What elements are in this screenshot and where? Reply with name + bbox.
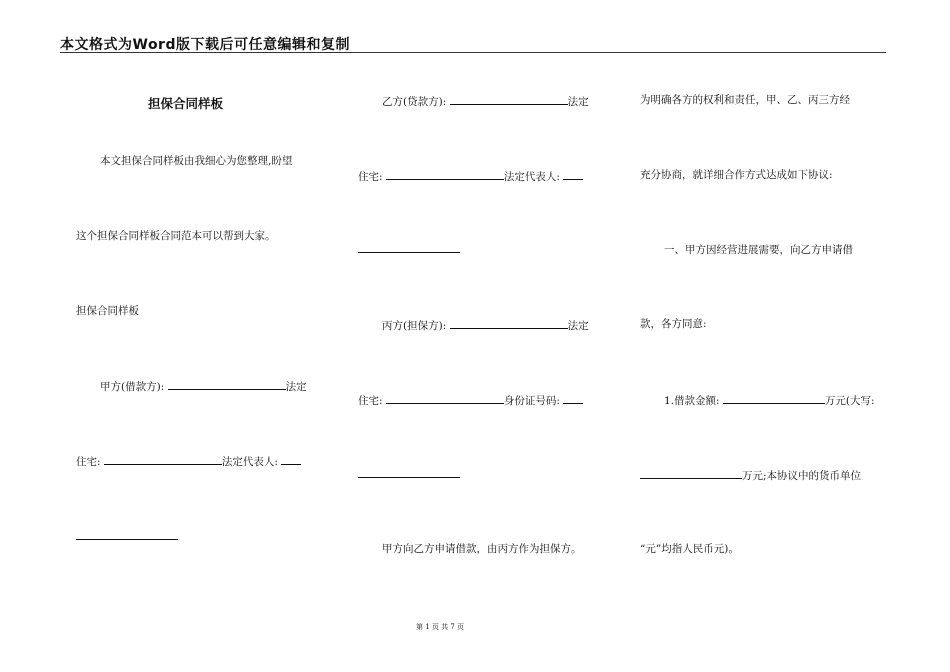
- party-c-line: [382, 317, 589, 333]
- party-c-id-blank: [563, 392, 583, 404]
- clause-line-4: 款，各方同意:: [640, 318, 707, 330]
- clause-line-2: 充分协商，就详细合作方式达成如下协议:: [640, 169, 833, 181]
- party-c-label: 丙方(担保方):: [382, 320, 447, 332]
- clause-line-1: 为明确各方的权利和责任，甲、乙、丙三方经: [640, 94, 850, 106]
- party-b-address-label: 住宅:: [358, 171, 383, 183]
- party-c-blank: [450, 317, 568, 329]
- loan-amount-line: [664, 392, 875, 408]
- party-a-address-label: 住宅:: [76, 456, 101, 468]
- party-b-rep-blank: [563, 168, 583, 180]
- party-c-id-continuation-blank: [358, 477, 460, 478]
- party-c-address-blank: [386, 392, 504, 404]
- party-b-line: [382, 93, 589, 109]
- party-a-label: 甲方(借款方):: [100, 381, 165, 393]
- intro-line-1: 本文担保合同样板由我细心为您整理,盼望: [100, 155, 293, 167]
- document-title: 担保合同样板: [148, 96, 224, 111]
- party-a-line: [100, 378, 307, 394]
- party-c-suffix: 法定: [567, 320, 589, 332]
- party-b-address-line: [358, 168, 583, 184]
- header-rule: [60, 52, 886, 53]
- guarantee-statement: 甲方向乙方申请借款，由丙方作为担保方。: [382, 543, 582, 555]
- loan-amount-blank: [723, 392, 825, 404]
- party-b-label: 乙方(贷款方):: [382, 96, 447, 108]
- party-b-suffix: 法定: [567, 96, 589, 108]
- loan-amount-suffix: 万元(大写:: [824, 395, 875, 407]
- party-c-address-line: [358, 392, 583, 408]
- party-a-address-line: [76, 453, 301, 469]
- party-b-blank: [450, 93, 568, 105]
- party-a-address-blank: [104, 453, 222, 465]
- party-a-rep-continuation-blank: [76, 539, 178, 540]
- party-c-id-label: 身份证号码:: [503, 395, 560, 407]
- party-a-suffix: 法定: [285, 381, 307, 393]
- intro-line-2: 这个担保合同样板合同范本可以帮到大家。: [76, 230, 276, 242]
- party-b-rep-continuation-blank: [358, 252, 460, 253]
- loan-amount-uppercase-blank: [640, 467, 742, 479]
- clause-line-3: 一、甲方因经营进展需要，向乙方申请借: [664, 244, 853, 256]
- loan-amount-label: 1.借款金额:: [664, 395, 720, 407]
- loan-amount-uppercase-line: [640, 467, 861, 483]
- party-a-rep-label: 法定代表人:: [221, 456, 278, 468]
- party-a-rep-blank: [281, 453, 301, 465]
- currency-note: “元”均指人民币元)。: [640, 543, 739, 555]
- party-c-address-label: 住宅:: [358, 395, 383, 407]
- party-a-blank: [168, 378, 286, 390]
- section-subtitle: 担保合同样板: [76, 305, 139, 317]
- page-number: 第 1 页 共 7 页: [415, 623, 465, 631]
- party-b-rep-label: 法定代表人:: [503, 171, 560, 183]
- currency-unit-text: 万元;本协议中的货币单位: [742, 470, 862, 482]
- party-b-address-blank: [386, 168, 504, 180]
- header-title: 本文格式为Word版下载后可任意编辑和复制: [60, 37, 350, 53]
